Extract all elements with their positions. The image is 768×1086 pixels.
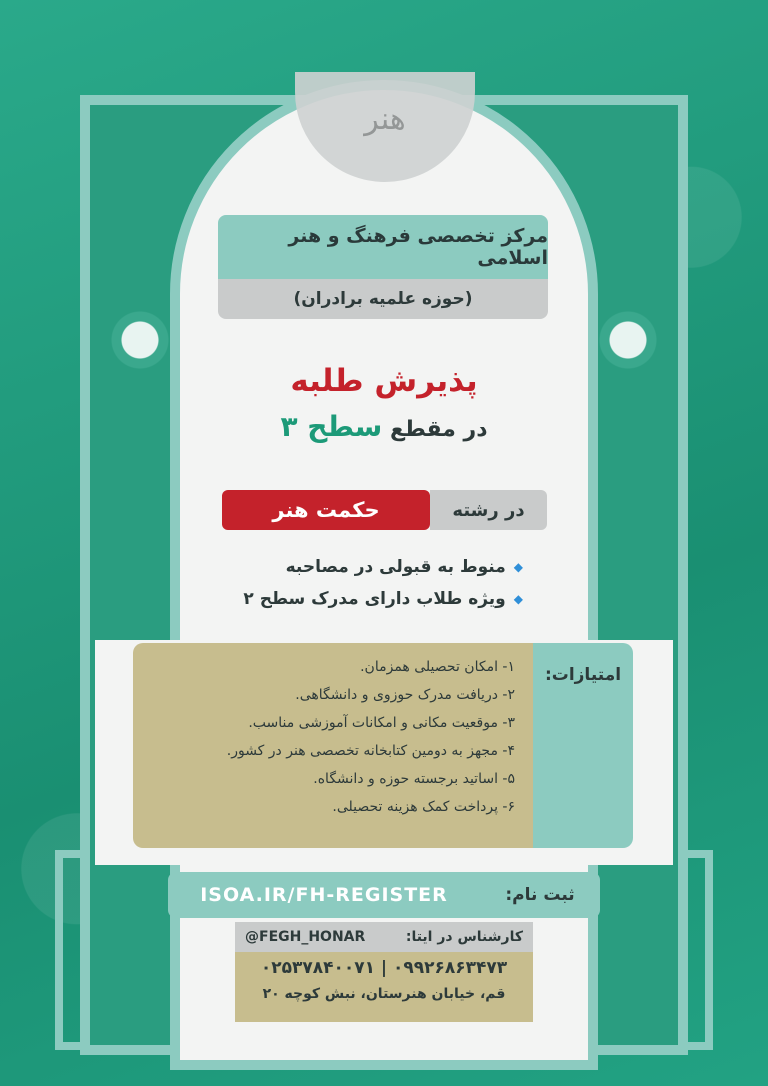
list-item [230,557,523,577]
field-row [222,490,547,530]
contact-handle[interactable]: @FEGH_HONAR [245,929,366,945]
seal-text: هنر [364,102,406,137]
contact-body [235,952,533,1022]
field-value: حکمت هنر [222,490,430,530]
benefit-item: ۳- موقعیت مکانی و امکانات آموزشی مناسب. [248,715,515,731]
level-prefix: در مقطع [389,417,488,442]
list-item-text: منوط به قبولی در مصاحبه [285,557,506,577]
benefits-box [133,643,633,848]
ornament-right-icon [593,270,663,410]
registration-bar [168,872,600,918]
benefits-title: امتیازات: [533,643,633,848]
contact-header [235,922,533,952]
list-item-text: ویژه طلاب دارای مدرک سطح ۲ [243,589,506,609]
benefits-list [133,643,533,848]
address: قم، خیابان هنرستان، نبش کوچه ۲۰ [262,986,506,1002]
contact-box [235,922,533,1022]
requirements-list [230,557,523,621]
phone-numbers: ۰۹۹۲۶۸۶۳۴۷۳ | ۰۲۵۳۷۸۴۰۰۷۱ [260,958,508,978]
list-item [230,589,523,609]
field-label: در رشته [430,490,547,530]
diamond-bullet-icon: ◆ [513,592,523,606]
diamond-bullet-icon: ◆ [513,560,523,574]
contact-label: کارشناس در ایتا: [405,929,523,945]
level-line [200,410,568,443]
ornament-left-icon [105,270,175,410]
registration-link[interactable]: ISOA.IR/FH-REGISTER [168,872,480,918]
level-value: سطح ۳ [280,410,383,443]
benefit-item: ۲- دریافت مدرک حوزوی و دانشگاهی. [295,687,515,703]
benefit-item: ۶- پرداخت کمک هزینه تحصیلی. [332,799,515,815]
benefit-item: ۵- اساتید برجسته حوزه و دانشگاه. [313,771,515,787]
headline: پذیرش طلبه [290,363,478,399]
registration-label: ثبت نام: [480,872,600,918]
benefit-item: ۱- امکان تحصیلی همزمان. [360,659,515,675]
organization-title: مرکز تخصصی فرهنگ و هنر اسلامی [218,215,548,279]
benefit-item: ۴- مجهز به دومین کتابخانه تخصصی هنر در کشور. [226,743,515,759]
organization-subtitle: (حوزه علمیه برادران) [218,279,548,319]
